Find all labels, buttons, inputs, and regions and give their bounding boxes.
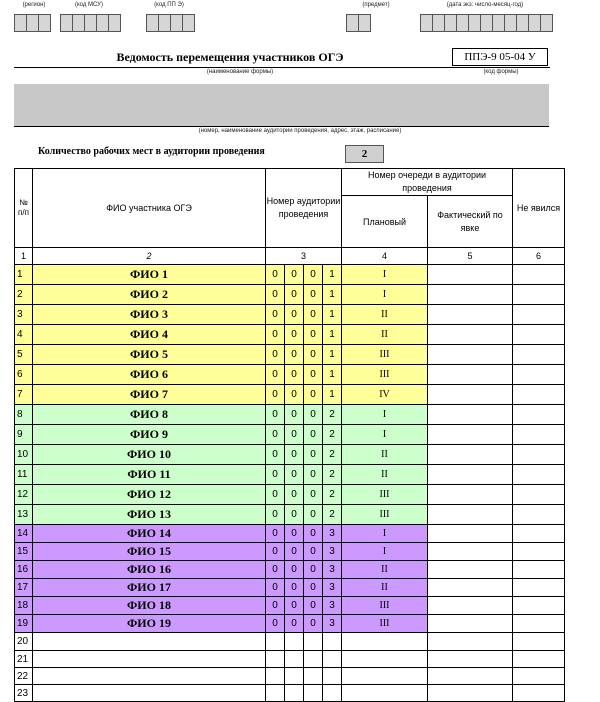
actual-queue-cell[interactable]: [428, 561, 513, 579]
planned-queue[interactable]: I: [342, 405, 428, 425]
row-number: 8: [15, 405, 33, 425]
row-number: 6: [15, 365, 33, 385]
room-digit[interactable]: 0: [304, 485, 323, 505]
room-digit[interactable]: [285, 668, 304, 685]
room-digit[interactable]: 0: [266, 465, 285, 485]
room-digit[interactable]: [323, 685, 342, 702]
table-row: [15, 485, 565, 505]
row-number: 15: [15, 543, 33, 561]
room-digit[interactable]: 3: [323, 561, 342, 579]
absent-cell[interactable]: [513, 543, 565, 561]
actual-queue-cell[interactable]: [428, 445, 513, 465]
room-digit[interactable]: 0: [304, 305, 323, 325]
table-row: [15, 615, 565, 633]
room-digit[interactable]: 0: [304, 615, 323, 633]
room-digit[interactable]: 0: [285, 485, 304, 505]
room-digit[interactable]: 0: [304, 445, 323, 465]
room-digit[interactable]: 1: [323, 285, 342, 305]
table-row: [15, 305, 565, 325]
room-digit[interactable]: [266, 685, 285, 702]
region-code-boxes[interactable]: [14, 14, 50, 32]
absent-cell[interactable]: [513, 265, 565, 285]
room-digit[interactable]: 0: [266, 285, 285, 305]
row-number: 19: [15, 615, 33, 633]
room-digit[interactable]: 0: [266, 445, 285, 465]
room-digit[interactable]: 0: [266, 561, 285, 579]
table-row: [15, 385, 565, 405]
room-digit[interactable]: 0: [285, 425, 304, 445]
form-name-label: (наименование формы): [206, 69, 274, 75]
row-number: 10: [15, 445, 33, 465]
room-digit[interactable]: 0: [285, 325, 304, 345]
row-number: 20: [15, 633, 33, 651]
actual-queue-cell[interactable]: [428, 285, 513, 305]
absent-cell[interactable]: [513, 485, 565, 505]
row-number: 9: [15, 425, 33, 445]
room-digit[interactable]: [323, 651, 342, 668]
colnum-1: 1: [15, 248, 33, 265]
participant-name[interactable]: ФИО 4: [33, 325, 266, 345]
room-digit[interactable]: [266, 633, 285, 651]
room-digit[interactable]: 0: [304, 405, 323, 425]
room-digit[interactable]: 0: [304, 385, 323, 405]
actual-queue-cell[interactable]: [428, 505, 513, 525]
row-number: 4: [15, 325, 33, 345]
table-row: [15, 265, 565, 285]
planned-queue[interactable]: I: [342, 285, 428, 305]
form-code: ППЭ-9 05-04 У: [452, 48, 548, 66]
room-digit[interactable]: 0: [285, 465, 304, 485]
table-row: [15, 465, 565, 485]
ppe-label: (код ПП Э): [154, 2, 184, 8]
participant-name[interactable]: ФИО 9: [33, 425, 266, 445]
table-row: [15, 405, 565, 425]
room-digit[interactable]: 0: [304, 365, 323, 385]
room-digit[interactable]: 0: [304, 325, 323, 345]
absent-cell[interactable]: [513, 345, 565, 365]
room-digit[interactable]: 3: [323, 543, 342, 561]
actual-queue-cell[interactable]: [428, 651, 513, 668]
row-number: 23: [15, 685, 33, 702]
actual-queue-cell[interactable]: [428, 668, 513, 685]
actual-queue-cell[interactable]: [428, 385, 513, 405]
room-digit[interactable]: 0: [285, 525, 304, 543]
room-digit[interactable]: [304, 633, 323, 651]
row-number: 12: [15, 485, 33, 505]
planned-queue[interactable]: II: [342, 465, 428, 485]
row-number: 14: [15, 525, 33, 543]
room-digit[interactable]: 0: [285, 505, 304, 525]
room-digit[interactable]: 0: [285, 579, 304, 597]
workplaces-value: 2: [345, 145, 384, 163]
participant-name[interactable]: ФИО 1: [33, 265, 266, 285]
participant-name[interactable]: [33, 685, 266, 702]
row-number: 7: [15, 385, 33, 405]
table-row: [15, 425, 565, 445]
room-digit[interactable]: 0: [266, 365, 285, 385]
room-digit[interactable]: 0: [285, 265, 304, 285]
participant-name[interactable]: ФИО 19: [33, 615, 266, 633]
actual-queue-cell[interactable]: [428, 597, 513, 615]
absent-cell[interactable]: [513, 561, 565, 579]
table-row: [15, 445, 565, 465]
absent-cell[interactable]: [513, 385, 565, 405]
participant-name[interactable]: [33, 633, 266, 651]
row-number: 21: [15, 651, 33, 668]
room-digit[interactable]: 1: [323, 305, 342, 325]
room-digit[interactable]: [266, 668, 285, 685]
participant-name[interactable]: [33, 651, 266, 668]
room-digit[interactable]: 2: [323, 485, 342, 505]
absent-cell[interactable]: [513, 285, 565, 305]
room-digit[interactable]: 0: [266, 405, 285, 425]
row-number: 2: [15, 285, 33, 305]
workplaces-label: Количество рабочих мест в аудитории проведения: [38, 146, 265, 157]
room-digit[interactable]: 2: [323, 405, 342, 425]
header-absent: Не явился: [513, 169, 565, 248]
room-digit[interactable]: 0: [304, 543, 323, 561]
room-digit[interactable]: [266, 651, 285, 668]
row-number: 13: [15, 505, 33, 525]
actual-queue-cell[interactable]: [428, 615, 513, 633]
date-boxes[interactable]: [420, 14, 552, 32]
room-digit[interactable]: 1: [323, 325, 342, 345]
header-num: № п/п: [15, 169, 33, 248]
colnum-5: 5: [428, 248, 513, 265]
planned-queue[interactable]: I: [342, 543, 428, 561]
room-digit[interactable]: 0: [285, 285, 304, 305]
table-row: [15, 633, 565, 651]
table-row: [15, 668, 565, 685]
planned-queue[interactable]: III: [342, 505, 428, 525]
colnum-4: 4: [342, 248, 428, 265]
actual-queue-cell[interactable]: [428, 485, 513, 505]
absent-cell[interactable]: [513, 405, 565, 425]
participant-name[interactable]: ФИО 14: [33, 525, 266, 543]
absent-cell[interactable]: [513, 525, 565, 543]
table-row: [15, 561, 565, 579]
room-digit[interactable]: [323, 633, 342, 651]
room-digit[interactable]: 0: [266, 615, 285, 633]
header-actual: Фактический по явке: [428, 196, 513, 248]
absent-cell[interactable]: [513, 365, 565, 385]
address-field[interactable]: [14, 84, 549, 126]
participant-name[interactable]: ФИО 18: [33, 597, 266, 615]
participant-name[interactable]: ФИО 13: [33, 505, 266, 525]
room-digit[interactable]: 0: [285, 385, 304, 405]
participant-name[interactable]: ФИО 11: [33, 465, 266, 485]
absent-cell[interactable]: [513, 425, 565, 445]
participant-name[interactable]: ФИО 8: [33, 405, 266, 425]
room-digit[interactable]: 3: [323, 615, 342, 633]
row-number: 11: [15, 465, 33, 485]
room-digit[interactable]: 0: [304, 579, 323, 597]
room-digit[interactable]: 0: [266, 325, 285, 345]
room-digit[interactable]: 0: [285, 405, 304, 425]
header-fio: ФИО участника ОГЭ: [33, 169, 266, 248]
planned-queue[interactable]: II: [342, 445, 428, 465]
room-digit[interactable]: [323, 668, 342, 685]
room-digit[interactable]: 0: [304, 465, 323, 485]
room-digit[interactable]: 0: [285, 445, 304, 465]
ppe-code-boxes[interactable]: [146, 14, 194, 32]
room-digit[interactable]: 0: [304, 345, 323, 365]
participant-name[interactable]: ФИО 2: [33, 285, 266, 305]
absent-cell[interactable]: [513, 505, 565, 525]
room-digit[interactable]: 0: [266, 543, 285, 561]
planned-queue[interactable]: III: [342, 615, 428, 633]
address-underline: [14, 126, 549, 127]
room-digit[interactable]: 0: [304, 505, 323, 525]
table-row: [15, 579, 565, 597]
planned-queue[interactable]: IV: [342, 385, 428, 405]
planned-queue[interactable]: [342, 668, 428, 685]
table-row: [15, 543, 565, 561]
room-digit[interactable]: 2: [323, 445, 342, 465]
planned-queue[interactable]: II: [342, 325, 428, 345]
room-digit[interactable]: 0: [266, 597, 285, 615]
participant-name[interactable]: [33, 668, 266, 685]
room-digit[interactable]: 3: [323, 597, 342, 615]
row-number: 3: [15, 305, 33, 325]
row-number: 5: [15, 345, 33, 365]
room-digit[interactable]: 1: [323, 345, 342, 365]
room-digit[interactable]: 0: [304, 265, 323, 285]
planned-queue[interactable]: I: [342, 425, 428, 445]
room-digit[interactable]: 1: [323, 365, 342, 385]
room-digit[interactable]: 0: [266, 485, 285, 505]
room-digit[interactable]: 0: [304, 597, 323, 615]
planned-queue[interactable]: II: [342, 305, 428, 325]
room-digit[interactable]: [304, 668, 323, 685]
actual-queue-cell[interactable]: [428, 265, 513, 285]
actual-queue-cell[interactable]: [428, 543, 513, 561]
absent-cell[interactable]: [513, 651, 565, 668]
participant-name[interactable]: ФИО 10: [33, 445, 266, 465]
actual-queue-cell[interactable]: [428, 365, 513, 385]
participant-name[interactable]: ФИО 17: [33, 579, 266, 597]
absent-cell[interactable]: [513, 305, 565, 325]
planned-queue[interactable]: III: [342, 597, 428, 615]
planned-queue[interactable]: II: [342, 561, 428, 579]
room-digit[interactable]: 0: [304, 285, 323, 305]
actual-queue-cell[interactable]: [428, 633, 513, 651]
room-digit[interactable]: 0: [285, 543, 304, 561]
absent-cell[interactable]: [513, 465, 565, 485]
actual-queue-cell[interactable]: [428, 525, 513, 543]
actual-queue-cell[interactable]: [428, 465, 513, 485]
table-row: [15, 505, 565, 525]
colnum-3: 3: [266, 248, 342, 265]
row-number: 22: [15, 668, 33, 685]
room-digit[interactable]: 1: [323, 265, 342, 285]
room-digit[interactable]: 3: [323, 525, 342, 543]
colnum-6: 6: [513, 248, 565, 265]
actual-queue-cell[interactable]: [428, 345, 513, 365]
actual-queue-cell[interactable]: [428, 305, 513, 325]
participant-name[interactable]: ФИО 15: [33, 543, 266, 561]
table-row: [15, 345, 565, 365]
address-label: (номер, наименование аудитории проведения, адрес, этаж, расписание): [198, 128, 402, 134]
room-digit[interactable]: [285, 633, 304, 651]
room-digit[interactable]: [304, 651, 323, 668]
room-digit[interactable]: 2: [323, 505, 342, 525]
planned-queue[interactable]: III: [342, 365, 428, 385]
actual-queue-cell[interactable]: [428, 325, 513, 345]
room-digit[interactable]: 0: [266, 305, 285, 325]
actual-queue-cell[interactable]: [428, 579, 513, 597]
table-row: [15, 365, 565, 385]
participant-name[interactable]: ФИО 12: [33, 485, 266, 505]
header-room: Номер аудитории проведения: [266, 169, 342, 248]
planned-queue[interactable]: III: [342, 485, 428, 505]
table-row: [15, 651, 565, 668]
room-digit[interactable]: 0: [304, 561, 323, 579]
row-number: 18: [15, 597, 33, 615]
room-digit[interactable]: [304, 685, 323, 702]
row-number: 16: [15, 561, 33, 579]
room-digit[interactable]: [285, 651, 304, 668]
planned-queue[interactable]: II: [342, 579, 428, 597]
room-digit[interactable]: 0: [285, 597, 304, 615]
subject-code-boxes[interactable]: [346, 14, 370, 32]
room-digit[interactable]: 0: [285, 561, 304, 579]
table-row: [15, 325, 565, 345]
absent-cell[interactable]: [513, 445, 565, 465]
participant-name[interactable]: ФИО 3: [33, 305, 266, 325]
room-digit[interactable]: 1: [323, 385, 342, 405]
planned-queue[interactable]: [342, 651, 428, 668]
absent-cell[interactable]: [513, 685, 565, 702]
table-row: [15, 285, 565, 305]
room-digit[interactable]: 0: [266, 525, 285, 543]
absent-cell[interactable]: [513, 579, 565, 597]
header-queue: Номер очереди в аудитории проведения: [342, 169, 513, 196]
participant-name[interactable]: ФИО 5: [33, 345, 266, 365]
region-label: (регион): [22, 2, 46, 8]
participant-name[interactable]: ФИО 6: [33, 365, 266, 385]
participant-name[interactable]: ФИО 16: [33, 561, 266, 579]
room-digit[interactable]: 0: [285, 615, 304, 633]
actual-queue-cell[interactable]: [428, 685, 513, 702]
actual-queue-cell[interactable]: [428, 405, 513, 425]
planned-queue[interactable]: [342, 685, 428, 702]
room-digit[interactable]: 2: [323, 425, 342, 445]
room-digit[interactable]: 0: [266, 505, 285, 525]
actual-queue-cell[interactable]: [428, 425, 513, 445]
document-title: Ведомость перемещения участников ОГЭ: [116, 50, 344, 64]
absent-cell[interactable]: [513, 668, 565, 685]
room-digit[interactable]: 0: [266, 265, 285, 285]
room-digit[interactable]: [285, 685, 304, 702]
room-digit[interactable]: 0: [304, 425, 323, 445]
colnum-2: 2: [33, 248, 266, 265]
room-digit[interactable]: 0: [285, 345, 304, 365]
planned-queue[interactable]: I: [342, 525, 428, 543]
planned-queue[interactable]: [342, 633, 428, 651]
msu-label: (код МСУ): [74, 2, 103, 8]
room-digit[interactable]: 0: [304, 525, 323, 543]
absent-cell[interactable]: [513, 325, 565, 345]
absent-cell[interactable]: [513, 633, 565, 651]
room-digit[interactable]: 2: [323, 465, 342, 485]
header-planned: Плановый: [342, 196, 428, 248]
subject-label: (предмет): [362, 2, 390, 8]
room-digit[interactable]: 0: [266, 385, 285, 405]
room-digit[interactable]: 0: [285, 365, 304, 385]
participant-name[interactable]: ФИО 7: [33, 385, 266, 405]
table-row: [15, 597, 565, 615]
row-number: 17: [15, 579, 33, 597]
planned-queue[interactable]: I: [342, 265, 428, 285]
room-digit[interactable]: 0: [266, 579, 285, 597]
room-digit[interactable]: 0: [285, 305, 304, 325]
room-digit[interactable]: 0: [266, 345, 285, 365]
date-label: (дата экз: число-месяц-год): [446, 2, 524, 8]
room-digit[interactable]: 0: [266, 425, 285, 445]
absent-cell[interactable]: [513, 597, 565, 615]
title-underline: [14, 67, 550, 68]
room-digit[interactable]: 3: [323, 579, 342, 597]
row-number: 1: [15, 265, 33, 285]
absent-cell[interactable]: [513, 615, 565, 633]
msu-code-boxes[interactable]: [60, 14, 120, 32]
table-row: [15, 685, 565, 702]
planned-queue[interactable]: III: [342, 345, 428, 365]
form-code-label: (код формы): [483, 69, 519, 75]
table-row: [15, 525, 565, 543]
participants-table: [14, 168, 565, 702]
